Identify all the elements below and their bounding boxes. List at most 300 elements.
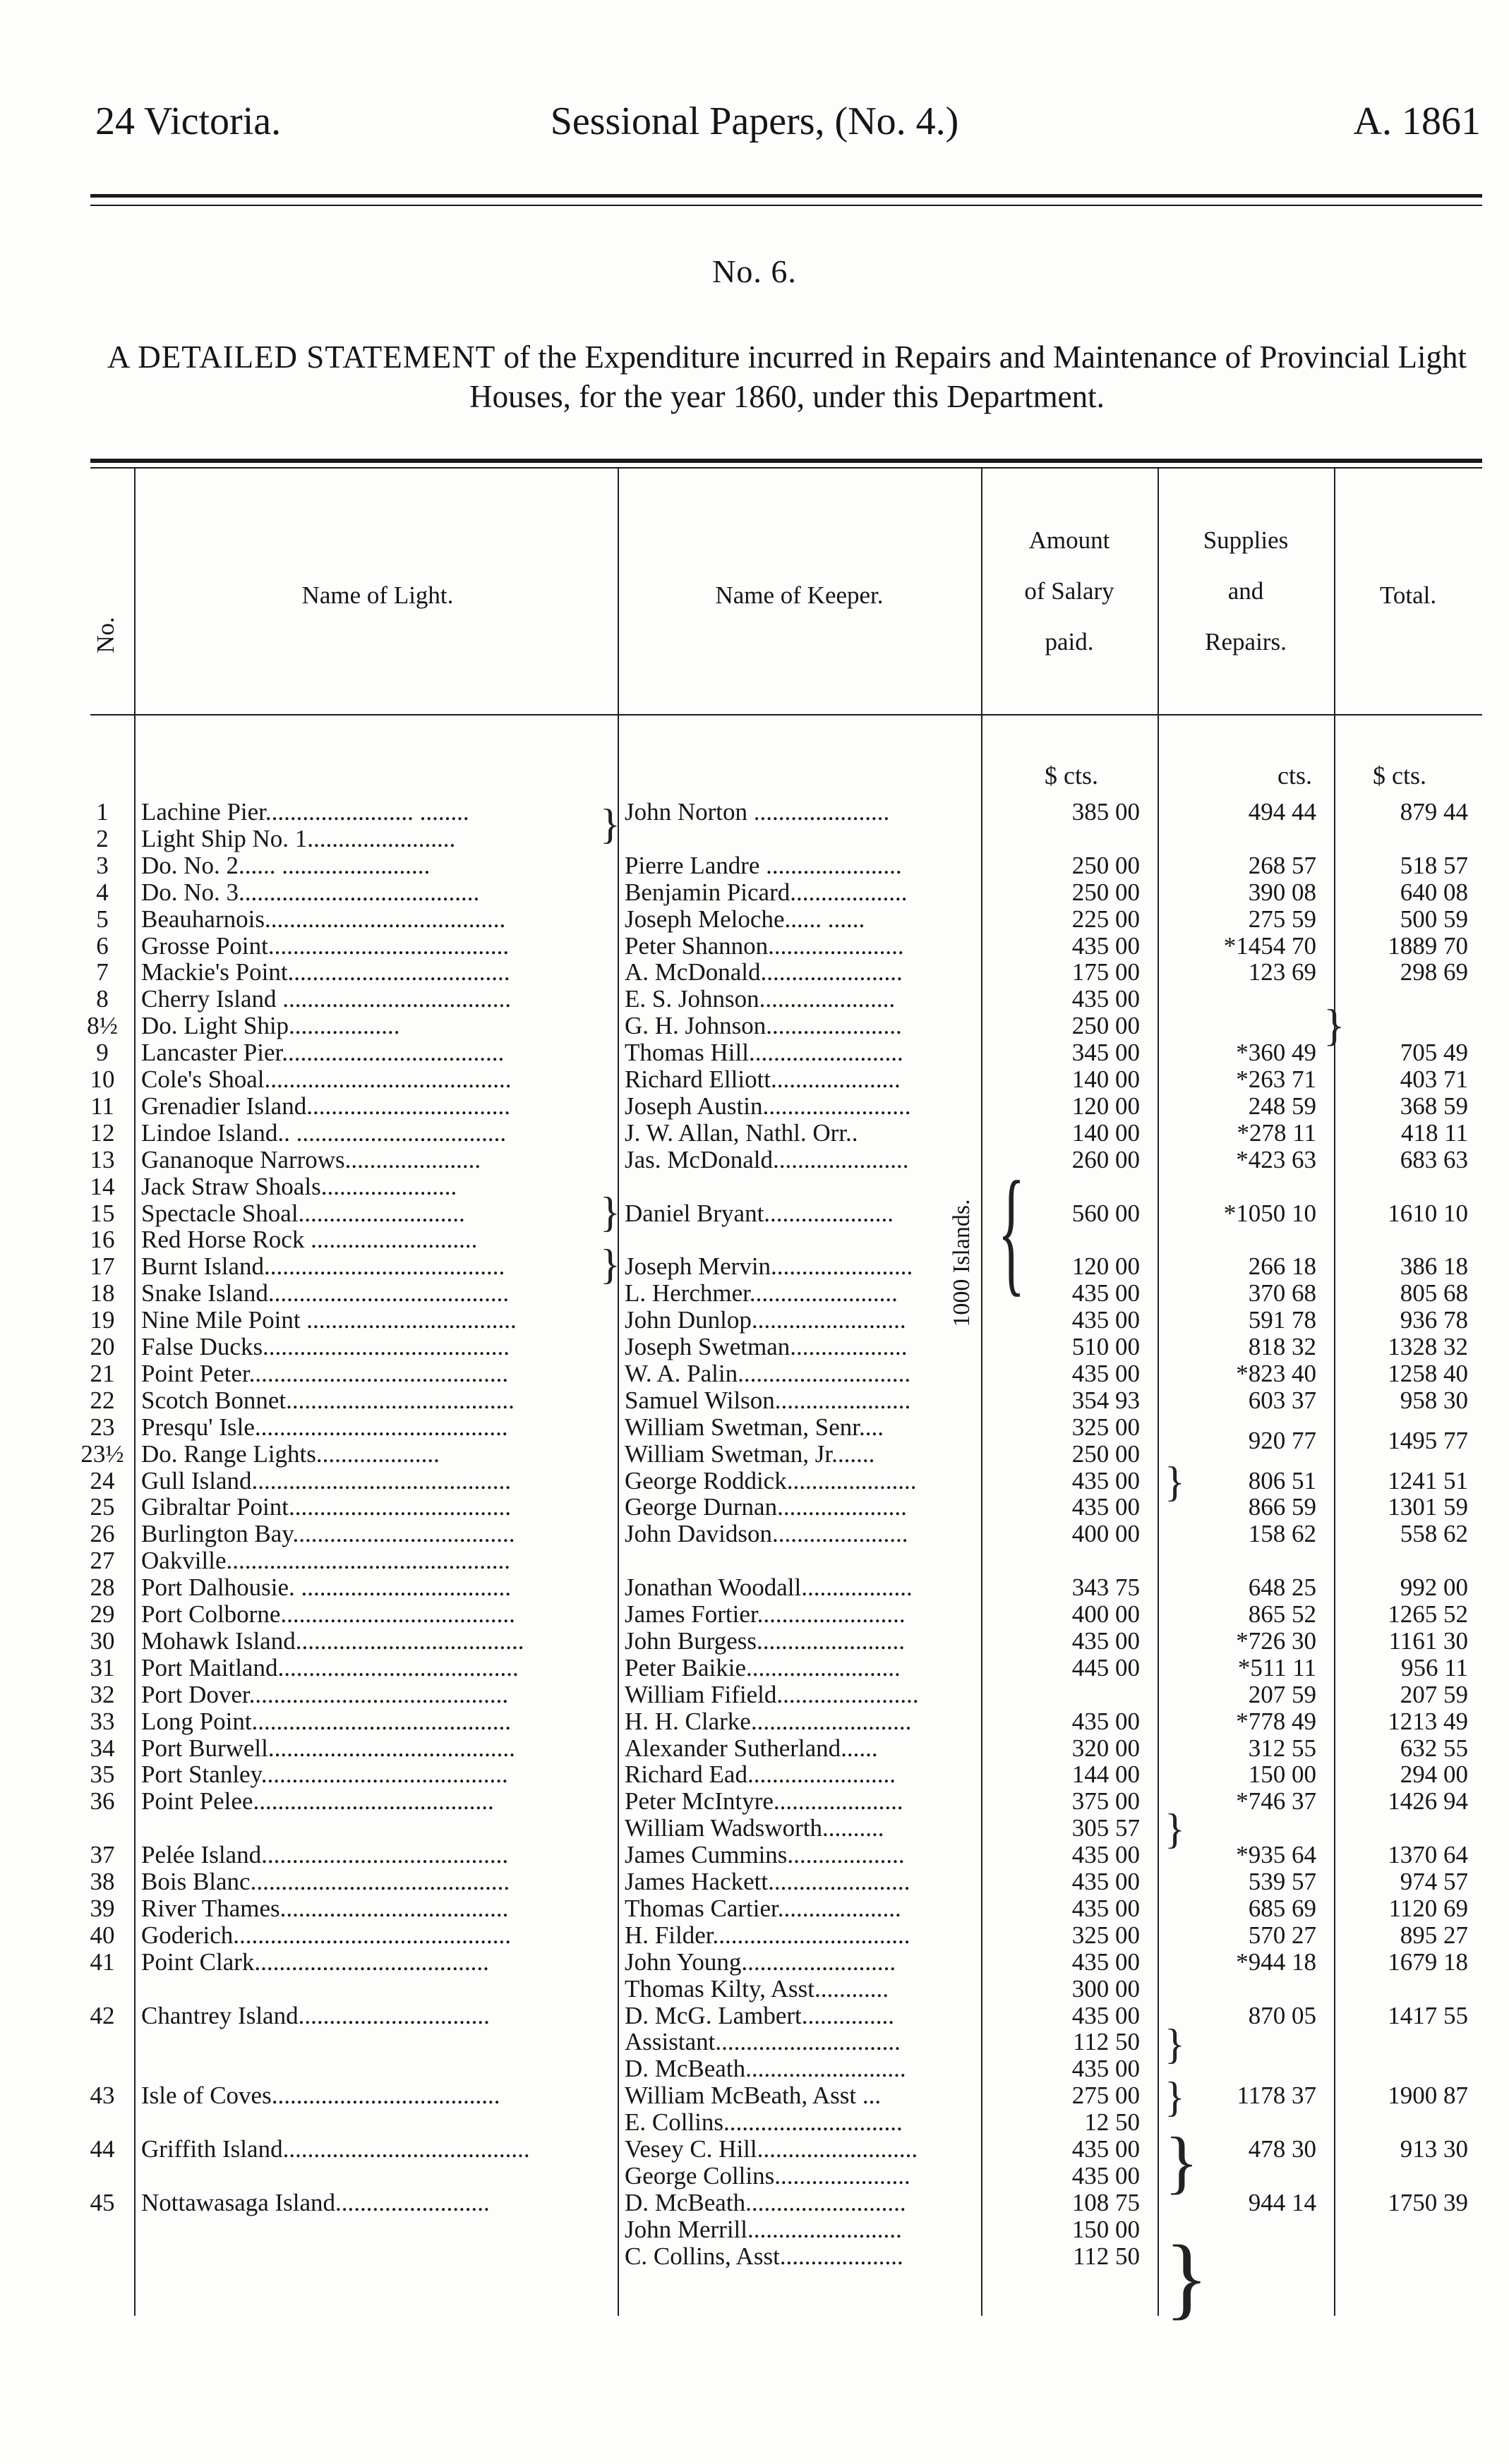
total-amount: 1161 30	[1388, 1626, 1468, 1655]
row-number: 37	[90, 1841, 115, 1869]
salary-amount: 300 00	[1071, 1974, 1140, 2003]
total-amount: 403 71	[1400, 1065, 1468, 1093]
row-number: 43	[90, 2082, 115, 2110]
light-name: Burnt Island.......................................	[141, 1253, 505, 1281]
row-number: 2	[96, 824, 109, 852]
light-name: Spectacle Shoal...........................	[141, 1200, 465, 1227]
total-amount: 632 55	[1400, 1734, 1468, 1762]
salary-amount: 560 00	[1071, 1199, 1140, 1227]
salary-amount: 225 00	[1071, 905, 1140, 933]
total-amount: 1417 55	[1388, 2001, 1468, 2029]
salary-amount: 12 50	[1084, 2108, 1140, 2137]
brace-rows-15-16: }	[600, 1241, 620, 1288]
total-amount: 418 11	[1401, 1118, 1468, 1147]
light-name: Pelée Island........................................	[141, 1842, 509, 1869]
total-amount: 805 68	[1400, 1279, 1468, 1308]
row-number: 13	[90, 1145, 115, 1173]
row-number: 24	[90, 1466, 115, 1494]
supplies-amount: 944 14	[1248, 2188, 1316, 2216]
row-number: 3	[96, 851, 109, 879]
keeper-name: William Wadsworth..........	[625, 1815, 884, 1842]
salary-amount: 250 00	[1071, 1012, 1140, 1040]
total-amount: 1258 40	[1388, 1359, 1468, 1387]
light-name: Do. No. 2...... ........................	[141, 852, 431, 879]
total-amount: 500 59	[1400, 905, 1468, 933]
row-number: 12	[90, 1118, 115, 1147]
salary-header-line-1: Amount	[1028, 526, 1110, 554]
brace-rows-13-14: }	[600, 1189, 620, 1236]
light-name: False Ducks........................................	[141, 1334, 510, 1360]
keeper-name: Thomas Kilty, Asst............	[625, 1975, 889, 2003]
supplies-amount: 818 32	[1248, 1333, 1316, 1360]
supplies-amount: 248 59	[1248, 1092, 1316, 1120]
total-amount: 958 30	[1400, 1386, 1468, 1414]
salary-amount: 144 00	[1071, 1761, 1140, 1789]
keeper-name: George Durnan.....................	[625, 1494, 907, 1521]
total-amount: 1610 10	[1388, 1199, 1468, 1227]
keeper-name: D. McBeath..........................	[625, 2055, 906, 2083]
light-name: Oakville..............................................	[141, 1547, 511, 1575]
light-name: River Thames.....................................	[141, 1895, 509, 1922]
salary-header-line-2: of Salary	[1024, 577, 1114, 605]
row-number: 33	[90, 1707, 115, 1735]
total-amount: 1370 64	[1388, 1841, 1468, 1869]
light-name: Lindoe Island.. ..................................	[141, 1119, 507, 1147]
total-amount: 1426 94	[1388, 1787, 1468, 1816]
total-amount: 1679 18	[1388, 1947, 1468, 1976]
supplies-amount: *1050 10	[1223, 1199, 1316, 1227]
row-number: 30	[90, 1626, 115, 1655]
keeper-name: Richard Ead........................	[625, 1761, 896, 1789]
salary-amount: 343 75	[1071, 1574, 1140, 1602]
supplies-amount: 275 59	[1248, 905, 1316, 933]
supplies-amount: *1454 70	[1223, 931, 1316, 960]
total-amount: 518 57	[1400, 851, 1468, 879]
light-name: Point Peter..........................................	[141, 1360, 509, 1387]
salary-amount: 305 57	[1071, 1814, 1140, 1842]
row-number: 25	[90, 1493, 115, 1521]
supplies-amount: *944 18	[1236, 1947, 1316, 1976]
row-number: 6	[96, 931, 109, 960]
total-amount: 992 00	[1400, 1574, 1468, 1602]
supplies-amount: 158 62	[1248, 1520, 1316, 1548]
supplies-amount: *778 49	[1236, 1707, 1316, 1735]
supplies-amount: 478 30	[1248, 2135, 1316, 2163]
total-units: $ cts.	[1373, 761, 1426, 790]
salary-amount: 400 00	[1071, 1600, 1140, 1628]
keeper-name: Joseph Swetman...................	[625, 1334, 908, 1360]
supplies-amount: 870 05	[1248, 2001, 1316, 2029]
row-number: 18	[90, 1279, 115, 1308]
keeper-name: W. A. Palin............................	[625, 1360, 911, 1387]
salary-header-line-3: paid.	[1045, 628, 1094, 656]
total-amount: 386 18	[1400, 1252, 1468, 1281]
light-name: Snake Island.......................................	[141, 1280, 510, 1308]
light-name: Burlington Bay....................................	[141, 1521, 515, 1548]
row-number: 31	[90, 1653, 115, 1681]
total-amount: 1328 32	[1388, 1333, 1468, 1360]
salary-amount: 385 00	[1071, 798, 1140, 826]
keeper-name: George Roddick.....................	[625, 1467, 917, 1494]
keeper-name: Samuel Wilson......................	[625, 1387, 911, 1414]
row-number: 14	[90, 1172, 115, 1200]
light-name: Red Horse Rock ...........................	[141, 1226, 478, 1254]
light-name: Port Colborne......................................	[141, 1601, 515, 1628]
total-amount: 1265 52	[1388, 1600, 1468, 1628]
total-amount: 705 49	[1400, 1039, 1468, 1067]
light-name: Port Dalhousie. ..................................	[141, 1574, 512, 1602]
total-amount: 1889 70	[1388, 931, 1468, 960]
brace-thousand-islands: {	[997, 1153, 1026, 1309]
salary-amount: 325 00	[1071, 1413, 1140, 1441]
supplies-header-line-1: Supplies	[1203, 526, 1289, 554]
row-number: 9	[96, 1039, 109, 1067]
light-name: Gull Island..........................................	[141, 1467, 512, 1494]
row-number: 40	[90, 1921, 115, 1949]
supplies-amount: 603 37	[1248, 1386, 1316, 1414]
salary-amount: 435 00	[1071, 1466, 1140, 1494]
supplies-amount: 591 78	[1248, 1306, 1316, 1334]
row-number: 8½	[87, 1012, 118, 1040]
row-number: 36	[90, 1787, 115, 1816]
supplies-header-line-2: and	[1227, 577, 1264, 605]
supplies-amount: 494 44	[1248, 798, 1316, 826]
total-amount: 207 59	[1400, 1680, 1468, 1708]
keeper-name: William Swetman, Jr.......	[625, 1440, 875, 1468]
row-number: 10	[90, 1065, 115, 1093]
statement-lead: A DETAILED STATEMENT	[107, 339, 496, 375]
total-amount: 913 30	[1400, 2135, 1468, 2163]
brace-row-45: }	[1165, 2227, 1209, 2329]
total-amount: 368 59	[1400, 1092, 1468, 1120]
statement-text: of the Expenditure incurred in Repairs and Maintenance of Provincial Light Houses, for the year 1860, under this Department.	[469, 339, 1467, 414]
salary-amount: 175 00	[1071, 958, 1140, 986]
light-name: Mohawk Island.....................................	[141, 1627, 524, 1655]
salary-amount: 140 00	[1071, 1065, 1140, 1093]
light-name: Port Dover..........................................	[141, 1681, 509, 1708]
supplies-amount: 806 51	[1248, 1466, 1316, 1494]
keeper-name: John Merrill.........................	[625, 2216, 902, 2243]
keeper-name: John Burgess........................	[625, 1627, 906, 1655]
keeper-name: D. McBeath..........................	[625, 2189, 906, 2216]
supplies-amount: *726 30	[1236, 1626, 1316, 1655]
row-number: 27	[90, 1547, 115, 1575]
total-amount: 640 08	[1400, 878, 1468, 906]
keeper-name: Vesey C. Hill..........................	[625, 2136, 918, 2163]
keeper-name: James Fortier........................	[625, 1601, 906, 1628]
supplies-amount: *935 64	[1236, 1841, 1316, 1869]
salary-amount: 435 00	[1071, 1707, 1140, 1735]
light-name: Gananoque Narrows......................	[141, 1146, 481, 1173]
light-name: Isle of Coves.....................................	[141, 2082, 500, 2110]
row-number: 45	[90, 2188, 115, 2216]
supplies-amount: *823 40	[1236, 1359, 1316, 1387]
light-name: Gibraltar Point....................................	[141, 1494, 511, 1521]
row-number: 29	[90, 1600, 115, 1628]
light-name: Nine Mile Point ..................................	[141, 1307, 517, 1334]
salary-amount: 400 00	[1071, 1520, 1140, 1548]
light-name: Grenadier Island.................................	[141, 1092, 510, 1120]
row-number: 20	[90, 1333, 115, 1360]
keeper-name: G. H. Johnson......................	[625, 1013, 902, 1040]
brace-row-42: }	[1165, 2074, 1185, 2120]
salary-amount: 435 00	[1071, 2001, 1140, 2029]
total-amount: 956 11	[1401, 1653, 1468, 1681]
keeper-name: John Davidson......................	[625, 1521, 908, 1548]
salary-amount: 435 00	[1071, 2135, 1140, 2163]
light-name: Nottawasaga Island.........................	[141, 2189, 490, 2216]
row-number: 35	[90, 1761, 115, 1789]
row-number: 5	[96, 905, 109, 933]
salary-amount: 320 00	[1071, 1734, 1140, 1762]
brace-rows-23: }	[1165, 1459, 1185, 1505]
supplies-amount: *278 11	[1237, 1118, 1316, 1147]
total-amount: 1241 51	[1388, 1466, 1468, 1494]
row-number: 16	[90, 1226, 115, 1254]
row-number: 8	[96, 985, 109, 1013]
light-name: Mackie's Point....................................	[141, 959, 510, 986]
total-amount: 683 63	[1400, 1145, 1468, 1173]
keeper-name: James Cummins...................	[625, 1842, 905, 1869]
salary-amount: 435 00	[1071, 1947, 1140, 1976]
row-number: 32	[90, 1680, 115, 1708]
keeper-name: E. S. Johnson......................	[625, 986, 896, 1013]
document-number: No. 6.	[712, 253, 797, 289]
light-name: Light Ship No. 1........................	[141, 825, 456, 852]
supplies-amount: 570 27	[1248, 1921, 1316, 1949]
salary-amount: 250 00	[1071, 851, 1140, 879]
salary-amount: 112 50	[1073, 2028, 1140, 2056]
supplies-amount: *511 11	[1237, 1653, 1316, 1681]
row-number: 26	[90, 1520, 115, 1548]
supplies-amount: *263 71	[1236, 1065, 1316, 1093]
salary-amount: 445 00	[1071, 1653, 1140, 1681]
salary-amount: 120 00	[1071, 1252, 1140, 1281]
brace-rows-1-2: }	[600, 801, 620, 847]
keeper-name: Richard Elliott.....................	[625, 1066, 901, 1093]
light-name: Chantrey Island...............................	[141, 2002, 490, 2029]
keeper-name: Jonathan Woodall..................	[625, 1574, 913, 1602]
total-amount: 1301 59	[1388, 1493, 1468, 1521]
supplies-amount: 866 59	[1248, 1493, 1316, 1521]
salary-amount: 325 00	[1071, 1921, 1140, 1949]
keeper-name: Joseph Meloche...... ......	[625, 905, 865, 933]
salary-amount: 375 00	[1071, 1787, 1140, 1816]
total-amount: 294 00	[1400, 1761, 1468, 1789]
supplies-amount: 648 25	[1248, 1574, 1316, 1602]
keeper-name: Peter McIntyre.....................	[625, 1788, 903, 1816]
column-header-keeper: Name of Keeper.	[715, 581, 884, 609]
salary-amount: 108 75	[1071, 2188, 1140, 2216]
salary-amount: 435 00	[1071, 1868, 1140, 1895]
thousand-islands-note: 1000 Islands.	[949, 1199, 975, 1327]
keeper-name: Peter Baikie.........................	[625, 1654, 901, 1681]
keeper-name: Joseph Austin........................	[625, 1092, 911, 1120]
keeper-name: John Dunlop.........................	[625, 1307, 906, 1334]
supplies-header-line-3: Repairs.	[1205, 628, 1287, 656]
light-name: Scotch Bonnet.....................................	[141, 1387, 515, 1414]
salary-amount: 435 00	[1071, 2055, 1140, 2083]
salary-amount: 435 00	[1071, 1493, 1140, 1521]
row-number: 44	[90, 2135, 115, 2163]
salary-amount: 345 00	[1071, 1039, 1140, 1067]
supplies-amount: 268 57	[1248, 851, 1316, 879]
row-number: 19	[90, 1306, 115, 1334]
column-header-light: Name of Light.	[301, 581, 454, 609]
keeper-name: John Young.........................	[625, 1948, 896, 1976]
salary-amount: 250 00	[1071, 1439, 1140, 1468]
row-number: 42	[90, 2001, 115, 2029]
total-amount: 879 44	[1400, 798, 1468, 826]
keeper-name: C. Collins, Asst....................	[625, 2242, 903, 2270]
keeper-name: Thomas Cartier....................	[625, 1895, 901, 1922]
keeper-name: William McBeath, Asst ...	[625, 2082, 882, 2110]
salary-amount: 435 00	[1071, 1306, 1140, 1334]
header-year: A. 1861	[1353, 99, 1481, 143]
supplies-amount: *360 49	[1236, 1039, 1316, 1067]
keeper-name: Benjamin Picard...................	[625, 878, 908, 906]
row-number: 34	[90, 1734, 115, 1762]
brace-row-36: }	[1165, 1806, 1185, 1852]
salary-amount: 435 00	[1071, 1359, 1140, 1387]
row-number: 28	[90, 1574, 115, 1602]
light-name: Bois Blanc..........................................	[141, 1868, 510, 1895]
salary-amount: 275 00	[1071, 2082, 1140, 2110]
keeper-name: Assistant..............................	[625, 2029, 901, 2056]
row-number: 21	[90, 1359, 115, 1387]
keeper-name: George Collins......................	[625, 2162, 910, 2190]
salary-amount: 150 00	[1071, 2215, 1140, 2243]
row-number: 23	[90, 1413, 115, 1441]
keeper-name: Pierre Landre ......................	[625, 852, 902, 879]
total-amount: 1495 77	[1388, 1426, 1468, 1454]
supplies-amount: 266 18	[1248, 1252, 1316, 1281]
light-name: Beauharnois.......................................	[141, 905, 506, 933]
salary-amount: 250 00	[1071, 878, 1140, 906]
supplies-amount: 370 68	[1248, 1279, 1316, 1308]
salary-amount: 435 00	[1071, 931, 1140, 960]
salary-amount: 260 00	[1071, 1145, 1140, 1173]
light-name: Cherry Island .....................................	[141, 986, 511, 1013]
salary-amount: 510 00	[1071, 1333, 1140, 1360]
keeper-name: H. Filder................................	[625, 1921, 910, 1949]
brace-row-43: }	[1165, 2122, 1198, 2201]
light-name: Long Point..........................................	[141, 1708, 512, 1735]
salary-amount: 435 00	[1071, 985, 1140, 1013]
supplies-amount: 920 77	[1248, 1426, 1316, 1454]
supplies-amount: *746 37	[1236, 1787, 1316, 1816]
column-header-no: No.	[92, 617, 119, 653]
keeper-name: James Hackett.......................	[625, 1868, 910, 1895]
supplies-amount: 865 52	[1248, 1600, 1316, 1628]
supplies-amount: 150 00	[1248, 1761, 1316, 1789]
keeper-name: Alexander Sutherland......	[625, 1734, 878, 1762]
salary-amount: 435 00	[1071, 2161, 1140, 2190]
row-number: 41	[90, 1947, 115, 1976]
salary-amount: 140 00	[1071, 1118, 1140, 1147]
total-amount: 1213 49	[1388, 1707, 1468, 1735]
row-number: 17	[90, 1252, 115, 1281]
row-number: 15	[90, 1199, 115, 1227]
keeper-name: Peter Shannon......................	[625, 932, 904, 960]
light-name: Point Clark......................................	[141, 1948, 489, 1976]
salary-amount: 435 00	[1071, 1841, 1140, 1869]
keeper-name: A. McDonald.......................	[625, 959, 903, 986]
salary-amount: 112 50	[1073, 2242, 1140, 2270]
total-amount: 1900 87	[1388, 2082, 1468, 2110]
keeper-name: Jas. McDonald......................	[625, 1146, 909, 1173]
total-amount: 1750 39	[1388, 2188, 1468, 2216]
row-number: 4	[96, 878, 109, 906]
light-name: Port Burwell........................................	[141, 1734, 515, 1762]
salary-amount: 354 93	[1071, 1386, 1140, 1414]
keeper-name: William Fifield.......................	[625, 1681, 919, 1708]
total-amount: 298 69	[1400, 958, 1468, 986]
keeper-name: Daniel Bryant.....................	[625, 1200, 894, 1227]
brace-row-41: }	[1165, 2021, 1185, 2067]
salary-units: $ cts.	[1045, 761, 1098, 790]
total-amount: 895 27	[1400, 1921, 1468, 1949]
supplies-amount: 1178 37	[1237, 2082, 1316, 2110]
light-name: Do. No. 3.......................................	[141, 878, 480, 906]
supplies-amount: 123 69	[1248, 958, 1316, 986]
brace-rows-8: }	[1323, 1000, 1345, 1050]
light-name: Goderich.............................................	[141, 1921, 511, 1949]
light-name: Lachine Pier........................ ........	[141, 799, 469, 826]
supplies-units: cts.	[1277, 761, 1312, 790]
total-amount: 1120 69	[1388, 1894, 1468, 1922]
keeper-name: J. W. Allan, Nathl. Orr..	[625, 1119, 858, 1147]
keeper-name: L. Herchmer........................	[625, 1280, 898, 1308]
salary-amount: 435 00	[1071, 1279, 1140, 1308]
keeper-name: E. Collins.............................	[625, 2109, 903, 2137]
row-number: 23½	[80, 1439, 124, 1468]
light-name: Lancaster Pier....................................	[141, 1039, 505, 1067]
total-amount: 974 57	[1400, 1868, 1468, 1895]
keeper-name: D. McG. Lambert...............	[625, 2002, 895, 2029]
row-number: 1	[96, 798, 109, 826]
total-amount: 558 62	[1400, 1520, 1468, 1548]
row-number: 39	[90, 1894, 115, 1922]
supplies-amount: 312 55	[1248, 1734, 1316, 1762]
light-name: Grosse Point.......................................	[141, 932, 510, 960]
supplies-amount: 207 59	[1248, 1680, 1316, 1708]
light-name: Presqu' Isle.........................................	[141, 1413, 508, 1441]
light-name: Port Stanley........................................	[141, 1761, 508, 1789]
keeper-name: Thomas Hill.........................	[625, 1039, 903, 1067]
row-number: 11	[90, 1092, 114, 1120]
keeper-name: Joseph Mervin.......................	[625, 1253, 913, 1281]
light-name: Do. Range Lights....................	[141, 1440, 440, 1468]
light-name: Cole's Shoal........................................	[141, 1066, 512, 1093]
salary-amount: 120 00	[1071, 1092, 1140, 1120]
row-number: 22	[90, 1386, 115, 1414]
row-number: 38	[90, 1868, 115, 1895]
salary-amount: 435 00	[1071, 1894, 1140, 1922]
supplies-amount: 539 57	[1248, 1868, 1316, 1895]
light-name: Do. Light Ship..................	[141, 1013, 400, 1040]
light-name: Port Maitland.......................................	[141, 1654, 519, 1681]
row-number: 7	[96, 958, 109, 986]
header-papers: Sessional Papers, (No. 4.)	[550, 99, 959, 143]
supplies-amount: 390 08	[1248, 878, 1316, 906]
light-name: Jack Straw Shoals......................	[141, 1173, 457, 1200]
column-header-total: Total.	[1379, 581, 1437, 609]
header-session: 24 Victoria.	[95, 99, 282, 143]
supplies-amount: 685 69	[1248, 1894, 1316, 1922]
total-amount: 936 78	[1400, 1306, 1468, 1334]
keeper-name: H. H. Clarke..........................	[625, 1708, 912, 1735]
